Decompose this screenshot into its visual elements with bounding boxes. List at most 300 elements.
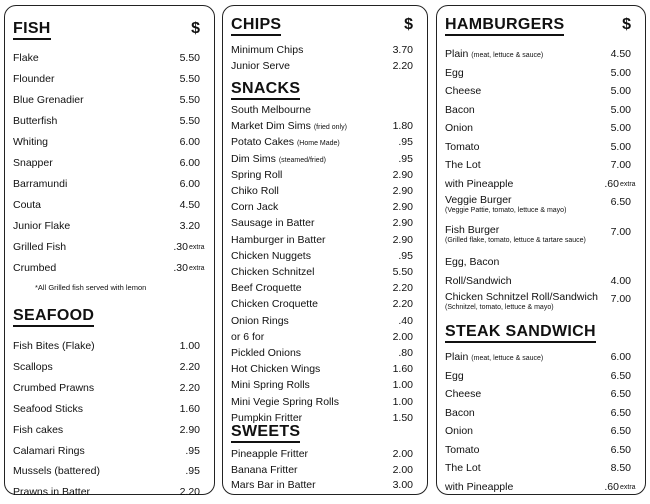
hamburgers-item-name	[445, 139, 479, 155]
item-name-text: Junior Serve	[231, 60, 290, 72]
hamburgers-item-price	[611, 46, 631, 62]
snacks-item-name	[231, 183, 279, 199]
price-value: .60	[604, 480, 619, 493]
fish-item-price	[180, 50, 200, 66]
item-name-text: Market Dim Sims	[231, 120, 311, 133]
hamburgers-item-name	[445, 291, 598, 312]
item-name-text: Onion	[445, 122, 474, 134]
price-value: 6.50	[610, 196, 631, 208]
snacks-item-name	[231, 296, 318, 312]
seafood-item-price	[185, 463, 200, 479]
price-value: 6.00	[179, 157, 200, 169]
seafood-item-name	[13, 338, 95, 354]
hamburgers-item-price	[611, 83, 631, 99]
price-value: 2.90	[179, 423, 200, 436]
hamburgers-item	[445, 273, 631, 289]
fish-footnote: *All Grilled fish served with lemon	[35, 283, 147, 292]
fish-item-name	[13, 239, 66, 255]
steak-item-price	[611, 349, 631, 365]
snacks-item-price	[393, 377, 413, 393]
snacks-item-name	[231, 361, 320, 377]
snacks-item-name	[231, 248, 311, 264]
price-value: .95	[398, 152, 413, 165]
price-value: 2.20	[179, 381, 200, 394]
snacks-item	[231, 134, 413, 150]
hamburgers-item-price	[611, 194, 631, 210]
item-name-text: Egg	[445, 66, 464, 79]
price-value: 2.90	[392, 168, 413, 181]
steak-item-price	[611, 442, 631, 458]
snacks-item	[231, 167, 413, 183]
sweets-item-price	[393, 446, 413, 462]
price-value: 5.00	[610, 66, 631, 79]
price-value: 5.00	[610, 122, 631, 134]
hamburgers-dollar: $	[622, 16, 631, 33]
snacks-item	[231, 313, 413, 329]
price-value: 5.00	[610, 103, 631, 116]
snacks-item-price	[393, 118, 413, 134]
item-name-text: Mini Spring Rolls	[231, 379, 310, 392]
item-description: (Veggie Pattie, tomato, lettuce & mayo)	[445, 207, 567, 214]
fish-item	[13, 155, 200, 171]
hamburgers-item-name	[445, 273, 512, 289]
fish-item	[13, 218, 200, 234]
price-value: .80	[398, 347, 413, 359]
item-name-text: Dim Sims	[231, 152, 276, 165]
fish-item-price	[180, 71, 200, 87]
snacks-item-price	[393, 264, 413, 280]
item-name-text: Egg	[445, 369, 464, 382]
price-value: 6.00	[179, 178, 200, 190]
snacks-item	[231, 377, 413, 393]
snacks-item	[231, 394, 413, 410]
item-name-text: Corn Jack	[231, 201, 279, 214]
price-value: 1.00	[392, 395, 413, 408]
chips-header	[231, 16, 413, 38]
price-value: 7.00	[610, 159, 631, 171]
item-name-text: Egg, Bacon	[445, 256, 500, 268]
hamburgers-item	[445, 46, 631, 62]
price-value: 2.90	[392, 233, 413, 246]
item-name-text: Mussels (battered)	[13, 465, 100, 478]
snacks-item	[231, 345, 413, 361]
fish-item	[13, 71, 200, 87]
steak-item-price	[604, 479, 636, 495]
price-value: 6.00	[179, 136, 200, 148]
hamburgers-item	[445, 65, 631, 81]
price-value: 2.90	[392, 201, 413, 214]
seafood-item-price	[185, 443, 200, 459]
item-name-text: Potato Cakes	[231, 136, 295, 149]
item-name-text: Mars Bar in Batter	[231, 479, 316, 491]
seafood-item-price	[180, 422, 200, 438]
price-value: 2.20	[179, 486, 200, 499]
snacks-item-price	[393, 232, 413, 248]
price-value: .95	[398, 136, 413, 149]
steak-item	[445, 405, 631, 421]
item-name-text: Fish cakes	[13, 423, 64, 436]
snacks-item	[231, 215, 413, 231]
snacks-item-price	[393, 280, 413, 296]
hamburgers-item	[445, 157, 631, 173]
steak-item-price	[611, 405, 631, 421]
price-value: 8.50	[610, 462, 631, 474]
snacks-item-name	[231, 329, 264, 345]
item-description: (Grilled flake, tomato, lettuce & tartare sauce)	[445, 237, 586, 244]
hamburgers-item-price	[611, 139, 631, 155]
seafood-item-price	[180, 484, 200, 500]
price-value: 2.00	[392, 448, 413, 460]
price-value: 1.60	[392, 363, 413, 376]
fish-item	[13, 134, 200, 150]
price-value: 4.00	[610, 274, 631, 287]
steak-item-price	[611, 368, 631, 384]
hamburgers-item	[445, 291, 631, 317]
fish-item-price	[180, 218, 200, 234]
chips-snacks-sweets-panel	[222, 5, 428, 495]
fish-item	[13, 260, 205, 276]
item-name-text: Scallops	[13, 360, 53, 373]
snacks-item-name	[231, 280, 302, 296]
snacks-item	[231, 118, 413, 134]
item-name-text: Sausage in Batter	[231, 217, 315, 230]
item-name-text: Seafood Sticks	[13, 402, 84, 415]
item-name-text: Pumpkin Fritter	[231, 411, 303, 424]
price-value: 7.00	[610, 226, 631, 238]
fish-item	[13, 176, 200, 192]
price-value: 3.70	[392, 44, 413, 56]
price-value: 7.00	[610, 293, 631, 305]
fish-item-name	[13, 50, 39, 66]
item-note: (meat, lettuce & sauce)	[471, 52, 544, 59]
steak-item	[445, 349, 631, 365]
hamburgers-item-name	[445, 83, 481, 99]
steak-item-name	[445, 386, 481, 402]
seafood-item	[13, 422, 200, 438]
seafood-item	[13, 401, 200, 417]
snacks-title: SNACKS	[231, 80, 300, 100]
price-extra-note: extra	[620, 483, 636, 491]
price-value: 1.60	[179, 402, 200, 415]
fish-item	[13, 92, 200, 108]
sweets-item	[231, 446, 413, 462]
steak-item-name	[445, 349, 543, 367]
snacks-item-price	[393, 394, 413, 410]
item-name-text: Plain	[445, 351, 469, 363]
steak-item-price	[611, 386, 631, 402]
seafood-item-name	[13, 422, 63, 438]
steak-item	[445, 460, 631, 476]
item-name-text: Whiting	[13, 136, 49, 148]
fish-item-price	[180, 176, 200, 192]
fish-item-name	[13, 155, 53, 171]
seafood-item-name	[13, 380, 94, 396]
price-value: 1.00	[179, 340, 200, 352]
snacks-item-price	[393, 361, 413, 377]
price-value: 3.20	[179, 220, 200, 232]
item-name-text: Chicken Croquette	[231, 298, 318, 311]
snacks-item	[231, 183, 413, 199]
hamburgers-item-price	[611, 157, 631, 173]
price-value: 2.20	[392, 298, 413, 311]
steak-item-name	[445, 479, 513, 495]
fish-item-name	[13, 260, 56, 276]
fish-item	[13, 50, 200, 66]
price-value: .60	[604, 177, 619, 190]
price-value: 2.20	[179, 360, 200, 373]
sweets-item-name	[231, 446, 308, 462]
chips-dollar: $	[404, 16, 413, 33]
seafood-item-name	[13, 359, 53, 375]
seafood-item-price	[180, 401, 200, 417]
price-value: 1.00	[392, 379, 413, 392]
fish-title: FISH	[13, 20, 51, 40]
chips-item-price	[393, 42, 413, 58]
price-value: 2.90	[392, 185, 413, 197]
snacks-item	[231, 199, 413, 215]
item-note: (meat, lettuce & sauce)	[471, 355, 544, 362]
chips-item	[231, 58, 413, 74]
steak-item-name	[445, 460, 481, 476]
snacks-item-price	[393, 296, 413, 312]
steak-item	[445, 386, 631, 402]
hamburgers-item-name	[445, 157, 481, 173]
hamburgers-item	[445, 194, 631, 220]
hamburgers-item-price	[611, 102, 631, 118]
seafood-item-name	[13, 443, 85, 459]
fish-item	[13, 197, 200, 213]
hamburgers-item	[445, 176, 636, 192]
price-value: .95	[185, 444, 200, 457]
price-value: .30	[173, 262, 188, 274]
item-name-text: with Pineapple	[445, 480, 514, 493]
fish-item-price	[173, 260, 205, 276]
price-value: 6.50	[610, 369, 631, 382]
seafood-title: SEAFOOD	[13, 307, 94, 327]
price-value: 5.50	[179, 73, 200, 85]
snacks-header	[231, 80, 413, 102]
price-value: 3.00	[392, 479, 413, 491]
fish-item-price	[180, 155, 200, 171]
item-name-text: Chicken Schnitzel	[231, 266, 315, 278]
hamburgers-item-name	[445, 254, 499, 270]
price-value: 5.00	[610, 140, 631, 153]
snacks-item-price	[398, 134, 413, 150]
price-value: 5.50	[179, 52, 200, 64]
item-name-text: Mini Vegie Spring Rolls	[231, 395, 339, 408]
snacks-item-price	[393, 167, 413, 183]
chips-item-price	[393, 58, 413, 74]
item-name-text: Tomato	[445, 443, 480, 456]
item-name-text: Flake	[13, 52, 39, 64]
item-name-text: The Lot	[445, 159, 481, 171]
seafood-item-price	[180, 338, 200, 354]
item-note: (steamed/fried)	[278, 156, 326, 164]
snacks-item	[231, 151, 413, 167]
price-value: 6.50	[610, 406, 631, 419]
fish-item-name	[13, 176, 67, 192]
price-value: 5.00	[610, 85, 631, 97]
seafood-item	[13, 338, 200, 354]
snacks-item-name	[231, 199, 278, 215]
snacks-item-name	[231, 345, 301, 361]
item-name-text: Onion Rings	[231, 314, 289, 327]
hamburgers-item-name	[445, 102, 475, 118]
steak-item-price	[611, 460, 631, 476]
item-name-text: Chicken Schnitzel Roll/Sandwich	[445, 291, 598, 303]
item-name-text: or 6 for	[231, 330, 265, 343]
hamburgers-item-name	[445, 65, 464, 81]
snacks-item	[231, 102, 413, 118]
sweets-item-name	[231, 477, 316, 493]
snacks-item-name	[231, 377, 310, 393]
chips-title: CHIPS	[231, 16, 281, 36]
hamburgers-title: HAMBURGERS	[445, 16, 564, 36]
hamburgers-item-name	[445, 224, 586, 245]
item-name-text: Grilled Fish	[13, 241, 67, 253]
snacks-item	[231, 361, 413, 377]
snacks-item-name	[231, 102, 311, 118]
item-name-text: Bacon	[445, 103, 475, 116]
item-name-text: Chiko Roll	[231, 185, 279, 197]
price-extra-note: extra	[620, 180, 636, 188]
price-value: 4.50	[610, 48, 631, 60]
sweets-item-price	[393, 462, 413, 478]
item-name-text: Bacon	[445, 406, 475, 419]
hamburgers-steak-panel	[436, 5, 646, 495]
item-name-text: Hot Chicken Wings	[231, 363, 321, 376]
hamburgers-item-price	[611, 65, 631, 81]
snacks-item	[231, 232, 413, 248]
item-name-text: Snapper	[13, 157, 53, 169]
item-name-text: Beef Croquette	[231, 282, 302, 295]
fish-item	[13, 239, 205, 255]
item-name-text: Fish Burger	[445, 224, 500, 236]
steak-item	[445, 479, 636, 495]
seafood-item-price	[180, 359, 200, 375]
item-name-text: South Melbourne	[231, 104, 311, 116]
item-name-text: Butterfish	[13, 115, 58, 127]
hamburgers-item	[445, 102, 631, 118]
seafood-item	[13, 380, 200, 396]
hamburgers-item	[445, 139, 631, 155]
item-name-text: Calamari Rings	[13, 444, 85, 457]
item-name-text: Blue Grenadier	[13, 94, 84, 106]
hamburgers-header	[445, 16, 631, 38]
seafood-item	[13, 484, 200, 500]
fish-item-name	[13, 71, 54, 87]
item-name-text: Flounder	[13, 73, 55, 85]
seafood-item	[13, 359, 200, 375]
seafood-item-name	[13, 463, 100, 479]
sweets-title: SWEETS	[231, 423, 300, 443]
hamburgers-item	[445, 120, 631, 136]
steak-item	[445, 442, 631, 458]
fish-item-name	[13, 197, 41, 213]
snacks-item-price	[398, 345, 413, 361]
seafood-item-name	[13, 484, 90, 500]
item-name-text: Tomato	[445, 140, 480, 153]
fish-item-price	[180, 197, 200, 213]
price-value: 2.00	[392, 330, 413, 343]
hamburgers-item-price	[604, 176, 636, 192]
price-value: .40	[398, 314, 413, 327]
item-name-text: Couta	[13, 199, 42, 211]
snacks-item-price	[398, 313, 413, 329]
fish-item-price	[173, 239, 205, 255]
snacks-item-price	[398, 151, 413, 167]
hamburgers-item-price	[611, 224, 631, 240]
price-value: 5.50	[179, 115, 200, 127]
hamburgers-item-price	[611, 273, 631, 289]
snacks-item-price	[393, 215, 413, 231]
seafood-item-price	[180, 380, 200, 396]
seafood-item-name	[13, 401, 83, 417]
item-name-text: Pineapple Fritter	[231, 448, 309, 460]
price-extra-note: extra	[189, 244, 205, 251]
price-value: 5.50	[392, 266, 413, 278]
hamburgers-item-name	[445, 120, 473, 136]
fish-item-price	[180, 113, 200, 129]
hamburgers-item-price	[611, 120, 631, 136]
steak-item-name	[445, 368, 464, 384]
item-name-text: Onion	[445, 425, 474, 437]
chips-item-name	[231, 42, 303, 58]
price-value: .95	[398, 249, 413, 262]
price-value: .95	[185, 465, 200, 478]
item-name-text: Junior Flake	[13, 220, 71, 232]
price-value: 2.90	[392, 217, 413, 230]
steak-item	[445, 423, 631, 439]
price-value: 6.00	[610, 351, 631, 363]
hamburgers-item	[445, 83, 631, 99]
steak-item	[445, 368, 631, 384]
hamburgers-item	[445, 254, 631, 270]
price-value: 2.20	[392, 282, 413, 295]
item-name-text: Plain	[445, 48, 469, 60]
price-value: 1.80	[392, 120, 413, 133]
item-description: (Schnitzel, tomato, lettuce & mayo)	[445, 304, 554, 311]
price-value: 6.50	[610, 388, 631, 400]
item-name-text: Roll/Sandwich	[445, 274, 512, 287]
hamburgers-item-name	[445, 46, 543, 64]
fish-item-name	[13, 218, 70, 234]
fish-header	[13, 20, 200, 42]
snacks-item-price	[398, 248, 413, 264]
steak-item-name	[445, 423, 473, 439]
snacks-item-price	[393, 329, 413, 345]
item-name-text: Cheese	[445, 388, 482, 400]
seafood-item	[13, 463, 200, 479]
fish-item-name	[13, 113, 57, 129]
item-name-text: Fish Bites (Flake)	[13, 340, 95, 352]
item-name-text: Chicken Nuggets	[231, 249, 311, 262]
hamburgers-item-price	[611, 291, 631, 307]
fish-dollar: $	[191, 20, 200, 37]
item-note: (Home Made)	[296, 140, 340, 148]
snacks-item	[231, 264, 413, 280]
fish-seafood-panel	[4, 5, 215, 499]
item-name-text: Minimum Chips	[231, 44, 304, 56]
chips-item	[231, 42, 413, 58]
fish-item-name	[13, 92, 84, 108]
item-name-text: Pickled Onions	[231, 347, 302, 359]
sweets-item	[231, 477, 413, 493]
snacks-item	[231, 329, 413, 345]
item-note: (fried only)	[313, 124, 347, 132]
price-value: 6.50	[610, 425, 631, 437]
sweets-item	[231, 462, 413, 478]
